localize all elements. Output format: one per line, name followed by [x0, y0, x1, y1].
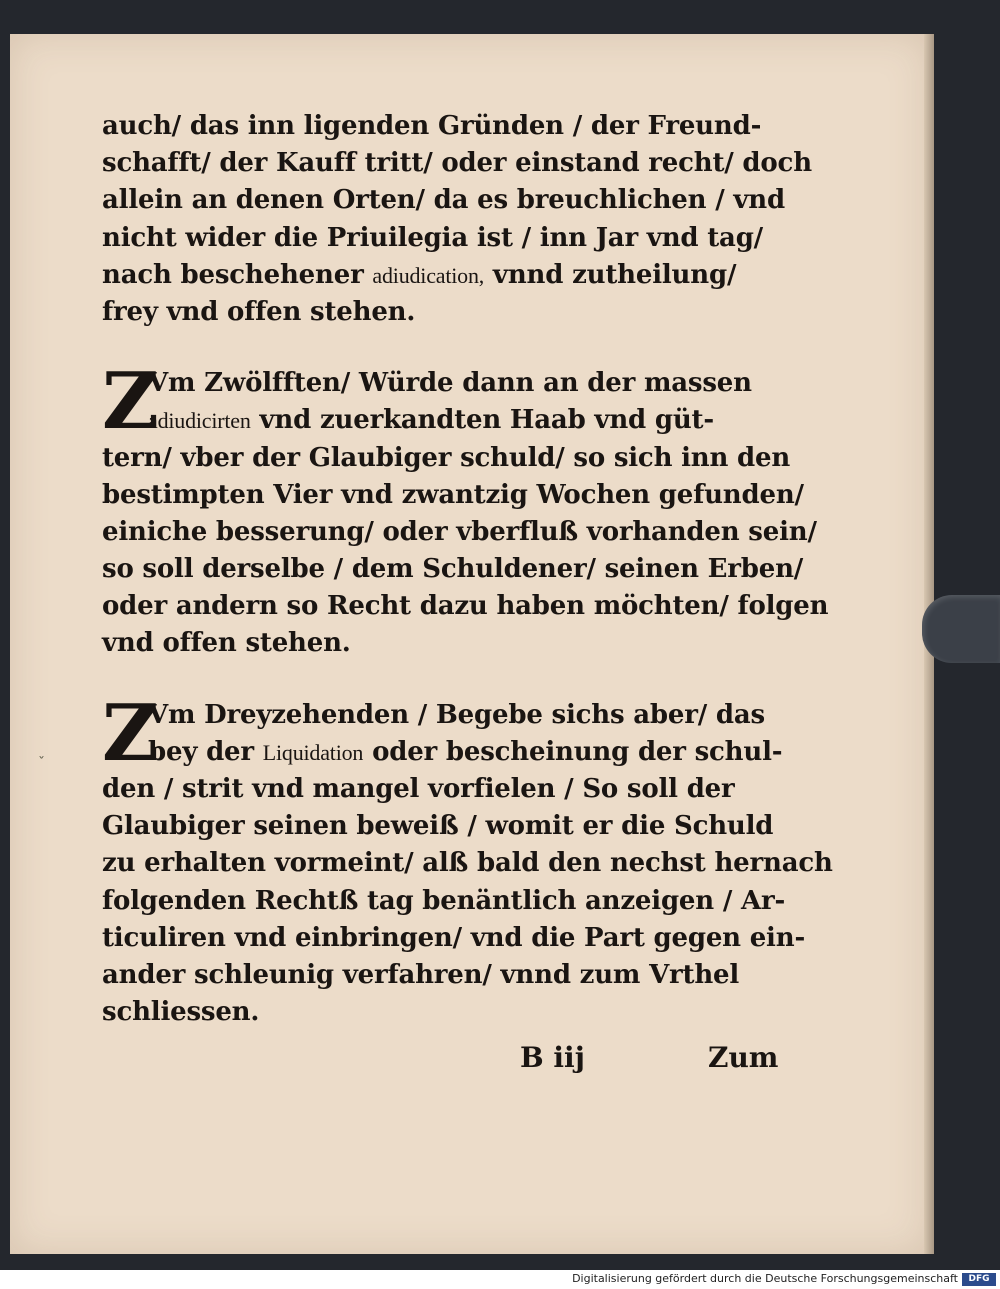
text-line: ticuliren vnd einbringen/ vnd die Part gegen ein- — [102, 922, 806, 953]
text-line: allein an denen Orten/ da es breuchlichen / vnd — [102, 185, 785, 216]
text-line: adiudicirten vnd zuerkandten Haab vnd güt- — [148, 405, 714, 436]
text-line: vnd offen stehen. — [102, 628, 351, 659]
text-line: auch/ das inn ligenden Gründen / der Freund- — [102, 111, 762, 141]
paragraph-1 — [102, 108, 812, 331]
text-line: Vm Zwölfften/ Würde dann an der massen — [148, 368, 752, 399]
text-line: ander schleunig verfahren/ vnnd zum Vrthel — [102, 959, 740, 990]
text-line: schafft/ der Kauff tritt/ oder einstand recht/ doch — [102, 148, 812, 179]
text-line: Vm Dreyzehenden / Begebe sichs aber/ das — [148, 699, 765, 730]
text-line: frey vnd offen stehen. — [102, 296, 416, 327]
catchword: Zum — [708, 1041, 779, 1074]
text-line: Glaubiger seinen beweiß / womit er die Schuld — [102, 811, 774, 842]
text-line: zu erhalten vormeint/ alß bald den nechst hernach — [102, 848, 833, 879]
dfg-logo[interactable]: DFG — [962, 1273, 996, 1286]
latin-term: adiudication, — [372, 262, 485, 288]
page-text — [102, 108, 833, 1031]
latin-term: adiudicirten — [148, 408, 251, 434]
latin-term: Liquidation — [262, 739, 364, 765]
paragraph-2 — [102, 356, 829, 663]
text-line: so soll derselbe / dem Schuldener/ seinen Erben/ — [102, 554, 804, 585]
text-line: oder andern so Recht dazu haben möchten/ folgen — [102, 591, 829, 622]
text-line: folgenden Rechtß tag benäntlich anzeigen / Ar- — [102, 885, 786, 916]
margin-mark: ˇ — [38, 755, 45, 771]
footer-credit: Digitalisierung gefördert durch die Deutsche Forschungsgemeinschaft — [572, 1272, 958, 1285]
text-line: einiche besserung/ oder vberfluß vorhanden sein/ — [102, 516, 817, 547]
drop-initial: Z — [102, 687, 159, 779]
footer-bar — [0, 1270, 1000, 1289]
text-line: nicht wider die Priuilegia ist / inn Jar vnd tag/ — [102, 222, 763, 253]
drop-initial: Z — [102, 356, 159, 448]
scanner-clip — [922, 595, 1000, 663]
text-line: schliessen. — [102, 997, 260, 1028]
text-line: bey der Liquidation oder bescheinung der schul- — [148, 736, 783, 767]
text-line: tern/ vber der Glaubiger schuld/ so sich inn den — [102, 442, 791, 473]
paragraph-3 — [102, 687, 833, 1032]
text-line: bestimpten Vier vnd zwantzig Wochen gefunden/ — [102, 479, 804, 510]
text-line: nach beschehener adiudication, vnnd zutheilung/ — [102, 259, 737, 290]
signature-mark: B iij — [520, 1041, 585, 1074]
text-line: den / strit vnd mangel vorfielen / So soll der — [102, 774, 735, 804]
